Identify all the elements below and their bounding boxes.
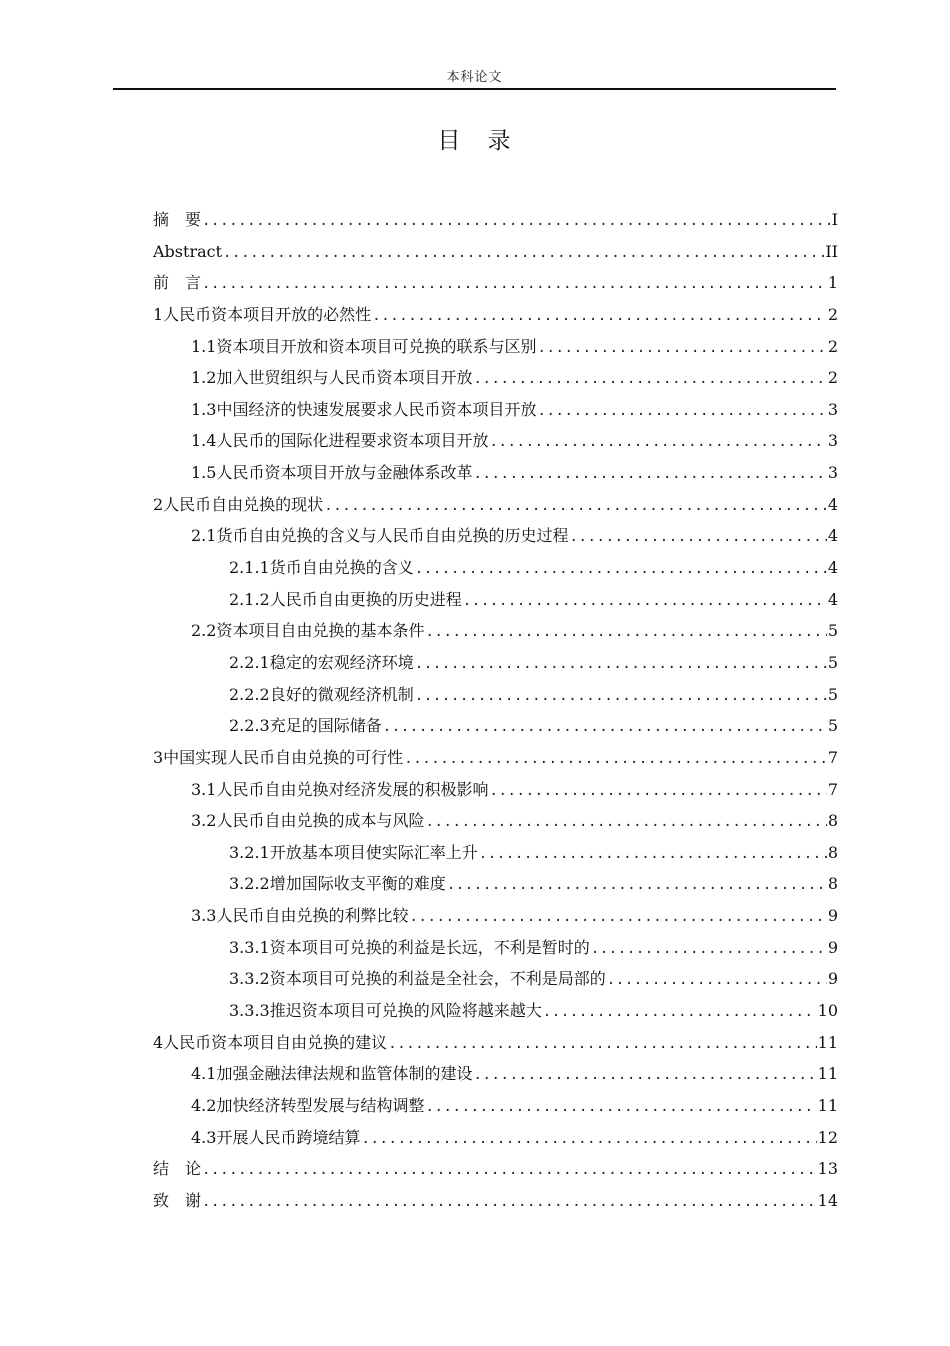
toc-entry[interactable] — [153, 1153, 838, 1185]
page-header — [113, 66, 836, 90]
toc-entry[interactable] — [153, 425, 838, 457]
toc-entry-label: 致 谢 — [153, 1190, 202, 1210]
toc-entry-label: Abstract — [153, 241, 223, 261]
toc-dot-leader — [372, 301, 827, 331]
toc-entry-label: 2.2.2良好的微观经济机制 — [229, 684, 414, 704]
toc-dot-leader — [388, 1029, 816, 1059]
toc-entry-label: 3.3.2资本项目可兑换的利益是全社会，不利是局部的 — [229, 969, 606, 989]
toc-dot-leader — [202, 1187, 817, 1217]
toc-dot-leader — [361, 1124, 816, 1154]
toc-entry-label: 3.2.2增加国际收支平衡的难度 — [229, 874, 446, 894]
toc-entry-label: 1.4人民币的国际化进程要求资本项目开放 — [191, 431, 489, 451]
toc-dot-leader — [473, 364, 826, 394]
toc-entry[interactable] — [153, 805, 838, 837]
toc-entry-label: 3中国实现人民币自由兑换的可行性 — [153, 747, 404, 767]
toc-entry-label: 2.1货币自由兑换的含义与人民币自由兑换的历史过程 — [191, 526, 569, 546]
toc-title: 目 录 — [437, 128, 513, 154]
toc-entry[interactable] — [153, 394, 838, 426]
toc-entry-page-number: 3 — [827, 399, 838, 419]
toc-entry-label: 2人民币自由兑换的现状 — [153, 494, 324, 514]
toc-entry-page-number: 1 — [827, 273, 838, 293]
toc-entry-page-number: 14 — [817, 1190, 838, 1210]
toc-entry-label: 2.1.1货币自由兑换的含义 — [229, 558, 414, 578]
toc-entry-label: 2.2.3充足的国际储备 — [229, 716, 382, 736]
toc-entry[interactable] — [153, 647, 838, 679]
toc-entry-page-number: 4 — [827, 589, 838, 609]
toc-entry-label: 4.1加强金融法律法规和监管体制的建设 — [191, 1064, 473, 1084]
toc-entry-page-number: 9 — [827, 906, 838, 926]
toc-entry[interactable] — [153, 1090, 838, 1122]
toc-entry-label: 3.3人民币自由兑换的利弊比较 — [191, 906, 409, 926]
toc-entry-label: 3.2.1开放基本项目使实际汇率上升 — [229, 842, 478, 862]
toc-entry-page-number: 11 — [817, 1032, 838, 1052]
toc-entry-label: 2.2.1稳定的宏观经济环境 — [229, 652, 414, 672]
toc-dot-leader — [383, 712, 827, 742]
toc-entry[interactable] — [153, 900, 838, 932]
toc-entry-label: 3.1人民币自由兑换对经济发展的积极影响 — [191, 779, 489, 799]
toc-dot-leader — [324, 491, 827, 521]
toc-dot-leader — [425, 617, 826, 647]
toc-dot-leader — [489, 427, 826, 457]
toc-entry-page-number: 2 — [827, 368, 838, 388]
toc-entry-page-number: 12 — [817, 1127, 838, 1147]
toc-entry-page-number: 5 — [827, 652, 838, 672]
toc-dot-leader — [537, 333, 826, 363]
toc-entry-page-number: 13 — [817, 1159, 838, 1179]
toc-entry[interactable] — [153, 963, 838, 995]
toc-entry[interactable] — [153, 362, 838, 394]
header-text: 本科论文 — [446, 70, 503, 85]
toc-entry-label: 4人民币资本项目自由兑换的建议 — [153, 1032, 388, 1052]
table-of-contents — [153, 204, 838, 1217]
toc-dot-leader — [404, 744, 827, 774]
toc-entry[interactable] — [153, 1058, 838, 1090]
toc-dot-leader — [202, 1155, 817, 1185]
toc-entry-label: 4.3开展人民币跨境结算 — [191, 1127, 361, 1147]
toc-entry-label: 4.2加快经济转型发展与结构调整 — [191, 1095, 425, 1115]
toc-dot-leader — [202, 269, 827, 299]
toc-entry-page-number: 4 — [827, 494, 838, 514]
toc-entry-label: 1.3中国经济的快速发展要求人民币资本项目开放 — [191, 399, 537, 419]
toc-entry-page-number: 8 — [827, 842, 838, 862]
toc-dot-leader — [415, 554, 827, 584]
toc-entry[interactable] — [153, 837, 838, 869]
toc-entry-page-number: 7 — [827, 747, 838, 767]
toc-entry[interactable] — [153, 932, 838, 964]
toc-dot-leader — [425, 1092, 816, 1122]
toc-dot-leader — [479, 839, 827, 869]
toc-entry-page-number: 5 — [827, 716, 838, 736]
toc-entry[interactable] — [153, 710, 838, 742]
toc-entry-label: 1.2加入世贸组织与人民币资本项目开放 — [191, 368, 473, 388]
toc-entry[interactable] — [153, 520, 838, 552]
toc-entry[interactable] — [153, 204, 838, 236]
toc-entry[interactable] — [153, 236, 838, 268]
toc-dot-leader — [473, 459, 826, 489]
toc-entry[interactable] — [153, 1027, 838, 1059]
toc-entry-page-number: 2 — [827, 336, 838, 356]
toc-entry-label: 摘 要 — [153, 210, 202, 229]
toc-entry-page-number: 10 — [817, 1001, 838, 1021]
toc-entry-page-number: 9 — [827, 969, 838, 989]
toc-dot-leader — [463, 586, 827, 616]
toc-dot-leader — [447, 870, 827, 900]
toc-entry[interactable] — [153, 774, 838, 806]
toc-entry-page-number: I — [831, 210, 838, 229]
toc-entry[interactable] — [153, 584, 838, 616]
toc-entry-label: 3.2人民币自由兑换的成本与风险 — [191, 811, 425, 831]
toc-entry-page-number: 2 — [827, 304, 838, 324]
toc-entry[interactable] — [153, 489, 838, 521]
toc-dot-leader — [425, 807, 826, 837]
toc-dot-leader — [473, 1060, 816, 1090]
toc-entry-label: 2.2资本项目自由兑换的基本条件 — [191, 621, 425, 641]
toc-entry-page-number: 11 — [817, 1064, 838, 1084]
toc-entry-page-number: 11 — [817, 1095, 838, 1115]
toc-entry[interactable] — [153, 1185, 838, 1217]
toc-entry-label: 前 言 — [153, 273, 202, 293]
toc-entry[interactable] — [153, 1122, 838, 1154]
toc-entry-page-number: II — [825, 241, 838, 261]
toc-entry[interactable] — [153, 457, 838, 489]
toc-entry-page-number: 8 — [827, 811, 838, 831]
toc-entry-label: 3.3.1资本项目可兑换的利益是长远，不利是暂时的 — [229, 937, 590, 957]
toc-entry[interactable] — [153, 267, 838, 299]
toc-entry-page-number: 7 — [827, 779, 838, 799]
toc-dot-leader — [489, 776, 826, 806]
toc-dot-leader — [591, 934, 827, 964]
toc-entry[interactable] — [153, 299, 838, 331]
toc-dot-leader — [607, 965, 827, 995]
toc-entry[interactable] — [153, 995, 838, 1027]
toc-entry[interactable] — [153, 868, 838, 900]
toc-entry-page-number: 4 — [827, 558, 838, 578]
toc-dot-leader — [543, 997, 817, 1027]
toc-dot-leader — [415, 681, 827, 711]
toc-dot-leader — [223, 238, 824, 268]
toc-dot-leader — [537, 396, 826, 426]
toc-entry[interactable] — [153, 331, 838, 363]
toc-dot-leader — [415, 649, 827, 679]
toc-entry-page-number: 3 — [827, 431, 838, 451]
toc-entry-page-number: 3 — [827, 463, 838, 483]
toc-entry-page-number: 4 — [827, 526, 838, 546]
toc-entry-page-number: 5 — [827, 684, 838, 704]
toc-entry-page-number: 5 — [827, 621, 838, 641]
toc-entry-label: 2.1.2人民币自由更换的历史进程 — [229, 589, 462, 609]
toc-entry-page-number: 9 — [827, 937, 838, 957]
toc-entry-label: 1.5人民币资本项目开放与金融体系改革 — [191, 463, 473, 483]
toc-dot-leader — [202, 206, 831, 236]
toc-dot-leader — [409, 902, 826, 932]
toc-entry[interactable] — [153, 742, 838, 774]
toc-entry[interactable] — [153, 679, 838, 711]
toc-entry-page-number: 8 — [827, 874, 838, 894]
toc-entry-label: 结 论 — [153, 1159, 202, 1179]
toc-entry-label: 3.3.3推迟资本项目可兑换的风险将越来越大 — [229, 1001, 542, 1021]
toc-entry-label: 1.1资本项目开放和资本项目可兑换的联系与区别 — [191, 336, 537, 356]
toc-entry[interactable] — [153, 615, 838, 647]
toc-entry-label: 1人民币资本项目开放的必然性 — [153, 304, 372, 324]
toc-dot-leader — [569, 522, 826, 552]
toc-entry[interactable] — [153, 552, 838, 584]
